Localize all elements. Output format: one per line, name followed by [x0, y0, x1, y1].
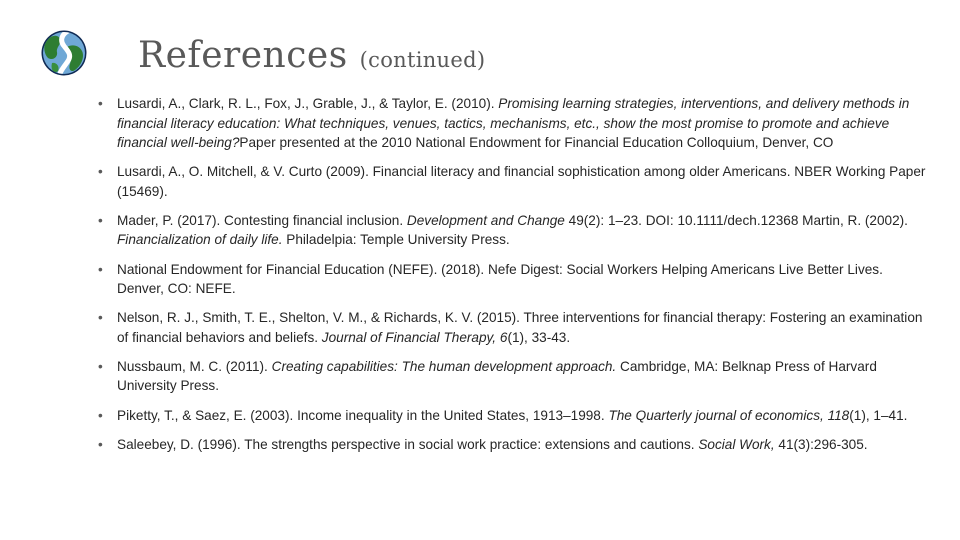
ref-details: Philadelpia: Temple University Press.	[286, 232, 510, 248]
reference-item	[98, 435, 928, 455]
bullet: •	[98, 164, 103, 180]
reference-item	[98, 406, 928, 426]
ref-details: Paper presented at the 2010 National Endowment for Financial Education Colloquium, Denver, CO	[239, 135, 834, 150]
reference-list	[98, 94, 928, 464]
bullet: •	[98, 407, 103, 423]
bullet: •	[98, 212, 103, 228]
ref-journal: Development and Change	[406, 212, 565, 228]
ref-lead: Saleebey, D. (1996). The strengths perspective in social work practice: extensions and cautions.	[117, 436, 695, 452]
title-main: References	[138, 35, 348, 76]
ref-authors: Lusardi, A., Clark, R. L., Fox, J., Grable, J., & Taylor, E. (2010).	[117, 96, 495, 111]
ref-journal: Journal of Financial Therapy,	[321, 329, 497, 345]
bullet: •	[98, 436, 103, 452]
bullet: •	[98, 261, 103, 277]
reference-item	[98, 94, 928, 153]
ref-text: Lusardi, A., O. Mitchell, & V. Curto (2009). Financial literacy and financial sophistication among older Americans. NBER Working Paper (15469).	[117, 164, 926, 199]
ref-lead: Piketty, T., & Saez, E. (2003). Income inequality in the United States, 1913–1998.	[117, 407, 605, 423]
ref-book: Financialization of daily life.	[117, 232, 283, 248]
ref-text: National Endowment for Financial Education (NEFE). (2018). Nefe Digest: Social Workers Helping Americans Live Better Lives. Denver, CO: NEFE.	[117, 261, 883, 297]
ref-lead: Nussbaum, M. C. (2011).	[117, 358, 268, 374]
reference-item	[98, 308, 928, 347]
ref-volume: 118	[827, 407, 850, 423]
ref-mid: 49(2): 1–23. DOI: 10.1111/dech.12368 Martin, R. (2002).	[568, 212, 908, 228]
ref-title: Promising learning strategies, interventions, and delivery methods in financial literacy education: What techniques, venues, tactics, mechanisms, etc., show the most promise to promote and achieve financial well-being?	[117, 96, 910, 150]
ref-details: (1), 33-43.	[507, 329, 571, 345]
ref-journal: The Quarterly journal of economics,	[608, 407, 824, 423]
title-subtitle: (continued)	[359, 48, 486, 72]
bullet: •	[98, 96, 103, 111]
reference-item	[98, 357, 928, 396]
ref-volume: 6	[499, 329, 508, 345]
ref-lead: Mader, P. (2017). Contesting financial inclusion.	[117, 212, 404, 228]
reference-item	[98, 211, 928, 250]
bullet: •	[98, 358, 103, 374]
reference-item	[98, 162, 928, 201]
ref-details: Cambridge, MA: Belknap Press of Harvard University Press.	[117, 358, 877, 394]
ref-book: Creating capabilities: The human development approach.	[271, 358, 617, 374]
ref-lead: Nelson, R. J., Smith, T. E., Shelton, V. M., & Richards, K. V. (2015). Three interventions for financial therapy: Fostering an examination of financial behaviors and beliefs.	[117, 310, 923, 345]
bullet: •	[98, 310, 103, 326]
globe-logo-icon	[38, 27, 90, 79]
reference-item	[98, 260, 928, 299]
ref-journal: Social Work,	[698, 436, 775, 452]
ref-details: 41(3):296-305.	[778, 436, 868, 452]
ref-details: (1), 1–41.	[849, 407, 908, 423]
page-title	[138, 36, 485, 76]
